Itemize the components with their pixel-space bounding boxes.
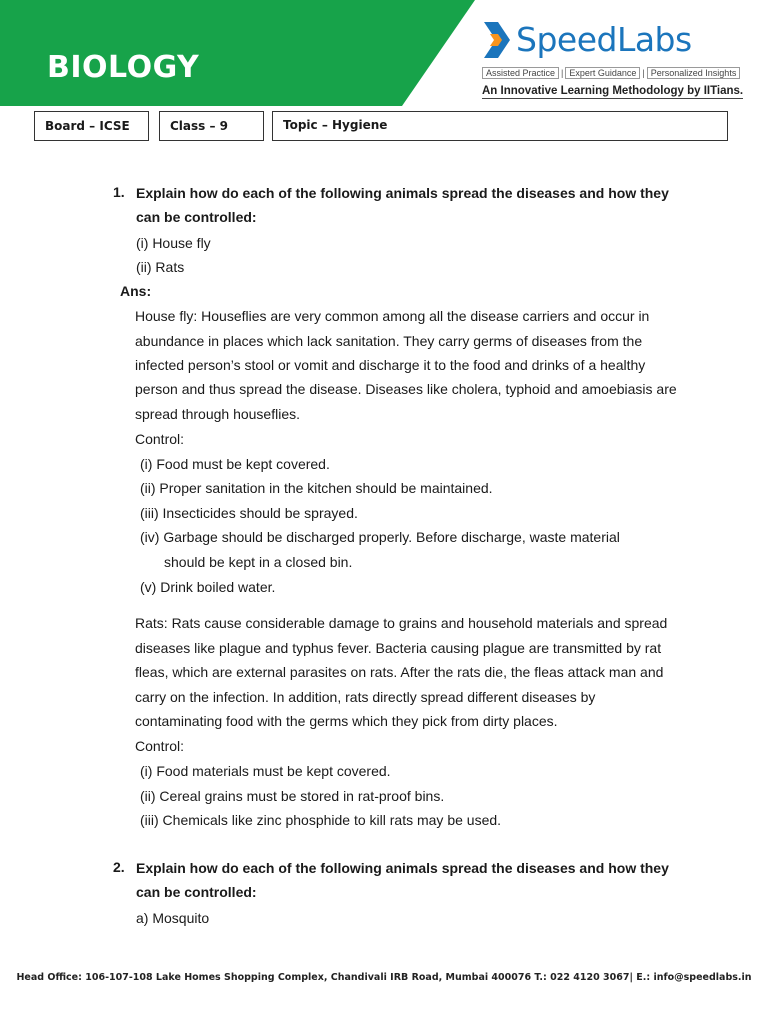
subject-title: BIOLOGY — [47, 50, 200, 85]
option-item: (i) House fly — [136, 235, 211, 251]
answer-line: spread through houseflies. — [135, 406, 300, 422]
question-text: can be controlled: — [136, 209, 257, 225]
brand-tagline: An Innovative Learning Methodology by IITians. — [482, 85, 744, 97]
control-label: Control: — [135, 431, 185, 447]
topic-box: Topic – Hygiene — [272, 111, 728, 141]
answer-line: person and thus spread the disease. Diseases like cholera, typhoid and amoebiasis are — [135, 381, 677, 397]
control-item: (iv) Garbage should be discharged properly. Before discharge, waste material — [140, 529, 620, 545]
control-item: (i) Food must be kept covered. — [140, 456, 330, 472]
footer-address: Head Office: 106-107-108 Lake Homes Shopping Complex, Chandivali IRB Road, Mumbai 400076 T.: 022 4120 3067| E.: info@speedlabs.in — [16, 972, 752, 983]
option-item: a) Mosquito — [136, 910, 210, 926]
feature-chip: Personalized Insights — [647, 67, 741, 79]
answer-line: House fly: Houseflies are very common among all the disease carriers and occur in — [135, 308, 650, 324]
question-text: Explain how do each of the following animals spread the diseases and how they — [136, 860, 669, 876]
answer-line: Rats: Rats cause considerable damage to grains and household materials and spread — [135, 615, 668, 631]
control-label: Control: — [135, 738, 185, 754]
control-item: (ii) Cereal grains must be stored in rat-proof bins. — [140, 788, 445, 804]
control-item: (iii) Chemicals like zinc phosphide to kill rats may be used. — [140, 812, 502, 828]
answer-line: fleas, which are external parasites on rats. After the rats die, the fleas attack man and — [135, 664, 664, 680]
question-text: Explain how do each of the following animals spread the diseases and how they — [136, 185, 669, 201]
feature-chip: Assisted Practice — [482, 67, 559, 79]
answer-line: diseases like plague and typhus fever. Bacteria causing plague are transmitted by rat — [135, 640, 662, 656]
speedlabs-chevron-icon — [480, 20, 516, 60]
answer-line: contaminating food with the germs which they pick from dirty places. — [135, 713, 558, 729]
answer-line: infected person’s stool or vomit and discharge it to the food and drinks of a healthy — [135, 357, 646, 373]
feature-chips: Assisted Practice | Expert Guidance | Personalized Insights — [482, 68, 740, 78]
class-box: Class – 9 — [159, 111, 264, 141]
brand-name: SpeedLabs — [516, 20, 692, 59]
answer-line: abundance in places which lack sanitation. They carry germs of diseases from the — [135, 333, 643, 349]
answer-line: carry on the infection. In addition, rats directly spread different diseases by — [135, 689, 596, 705]
board-box: Board – ICSE — [34, 111, 149, 141]
question-number: 1. — [113, 184, 125, 200]
option-item: (ii) Rats — [136, 259, 185, 275]
feature-chip: Expert Guidance — [565, 67, 640, 79]
control-item: (v) Drink boiled water. — [140, 579, 276, 595]
control-item: should be kept in a closed bin. — [164, 554, 353, 570]
control-item: (i) Food materials must be kept covered. — [140, 763, 391, 779]
question-text: can be controlled: — [136, 884, 257, 900]
control-item: (ii) Proper sanitation in the kitchen should be maintained. — [140, 480, 493, 496]
question-number: 2. — [113, 859, 125, 875]
control-item: (iii) Insecticides should be sprayed. — [140, 505, 358, 521]
answer-label: Ans: — [120, 283, 152, 299]
speedlabs-logo — [478, 20, 744, 104]
